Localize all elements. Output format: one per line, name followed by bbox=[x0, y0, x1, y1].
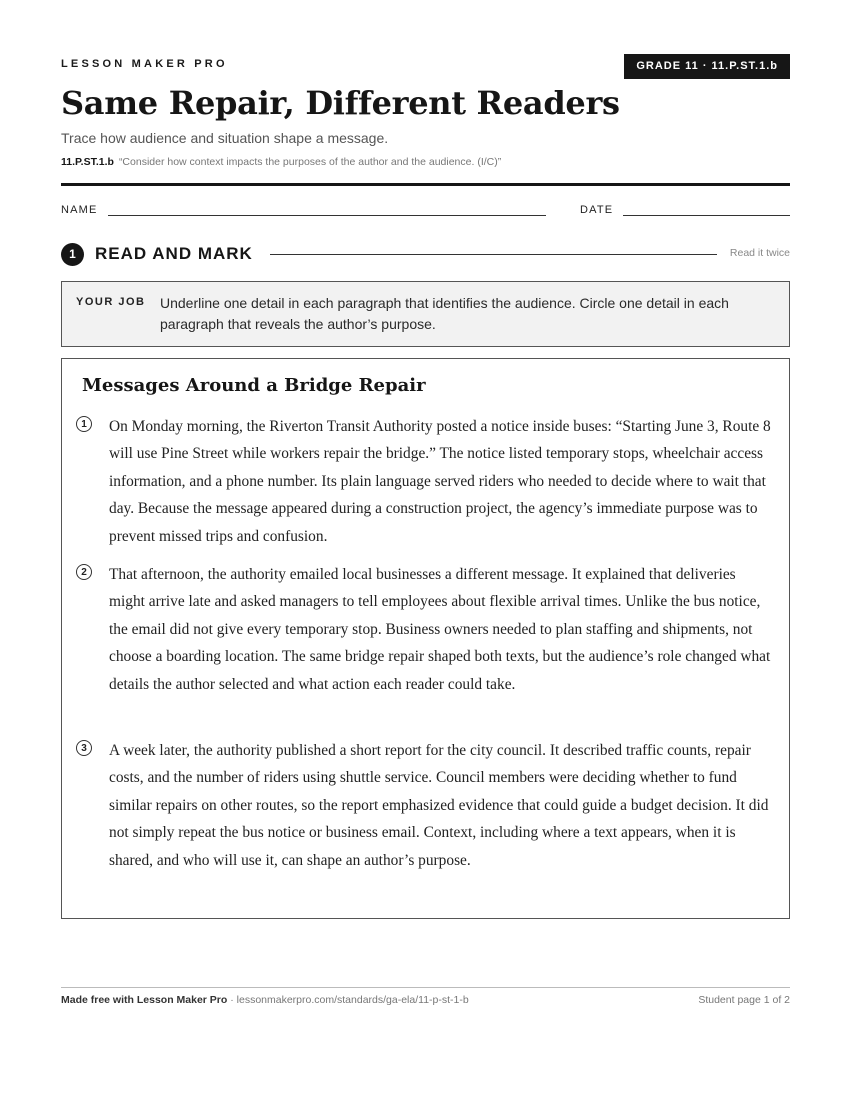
footer-credit: Made free with Lesson Maker Pro bbox=[61, 994, 228, 1006]
date-field[interactable] bbox=[623, 215, 790, 216]
name-field[interactable] bbox=[108, 215, 546, 216]
page-footer bbox=[61, 994, 790, 1006]
grade-badge: GRADE 11 · 11.P.ST.1.b bbox=[624, 54, 790, 79]
section-note: Read it twice bbox=[729, 247, 790, 259]
section-number-badge: 1 bbox=[61, 243, 84, 266]
footer-page-number: Student page 1 of 2 bbox=[698, 994, 790, 1006]
name-date-row bbox=[61, 204, 790, 218]
date-label: DATE bbox=[580, 204, 614, 216]
standard-line bbox=[61, 156, 501, 168]
paragraph-number: 3 bbox=[76, 740, 92, 756]
paragraph-number: 2 bbox=[76, 564, 92, 580]
footer-divider bbox=[61, 987, 790, 988]
passage-title: Messages Around a Bridge Repair bbox=[82, 375, 426, 396]
header-divider bbox=[61, 183, 790, 186]
section-rule bbox=[270, 254, 717, 255]
section-header bbox=[61, 243, 790, 267]
your-job-box bbox=[61, 281, 790, 347]
footer-url: · lessonmakerpro.com/standards/ga-ela/11-p-st-1-b bbox=[227, 994, 469, 1006]
paragraph-number: 1 bbox=[76, 416, 92, 432]
standard-quote: “Consider how context impacts the purposes of the author and the audience. (I/C)” bbox=[118, 156, 502, 168]
paragraph-text: On Monday morning, the Riverton Transit Authority posted a notice inside buses: “Starting June 3, Route 8 will use Pine Street while workers repair the bridge.” The notice listed temporary stops, wheelchair access information, and a phone number. Its plain language served riders who needed to decide where to wait that day. Because the message appeared during a construction project, the agency’s immediate purpose was to prevent missed trips and confusion. bbox=[109, 418, 771, 545]
your-job-instructions: Underline one detail in each paragraph that identifies the audience. Circle one detail in each paragraph that reveals the author’s purpose. bbox=[160, 295, 729, 332]
name-label: NAME bbox=[61, 204, 98, 216]
standard-code: 11.P.ST.1.b bbox=[61, 156, 114, 168]
page-title: Same Repair, Different Readers bbox=[61, 84, 620, 122]
page-subtitle: Trace how audience and situation shape a message. bbox=[61, 130, 389, 146]
brand-name: LESSON MAKER PRO bbox=[61, 58, 228, 70]
your-job-label: YOUR JOB bbox=[76, 296, 146, 308]
section-title: READ AND MARK bbox=[95, 244, 253, 263]
paragraph-text: That afternoon, the authority emailed local businesses a different message. It explained that deliveries might arrive late and asked managers to tell employees about flexible arrival times. Unlike the bus notice, the email did not give every temporary stop. Business owners needed to plan staffing and shipments, not choose a boarding location. The same bridge repair shaped both texts, but the audience’s role changed what details the author selected and what action each reader could take. bbox=[109, 566, 771, 693]
paragraph-text: A week later, the authority published a short report for the city council. It described traffic counts, repair costs, and the number of riders using shuttle service. Council members were deciding whether to fund similar repairs on other routes, so the report emphasized evidence that could guide a budget decision. It did not simply repeat the bus notice or business email. Context, including where a text appears, when it is shared, and who will use it, can shape an author’s purpose. bbox=[109, 742, 769, 869]
reading-passage-box bbox=[61, 358, 790, 919]
